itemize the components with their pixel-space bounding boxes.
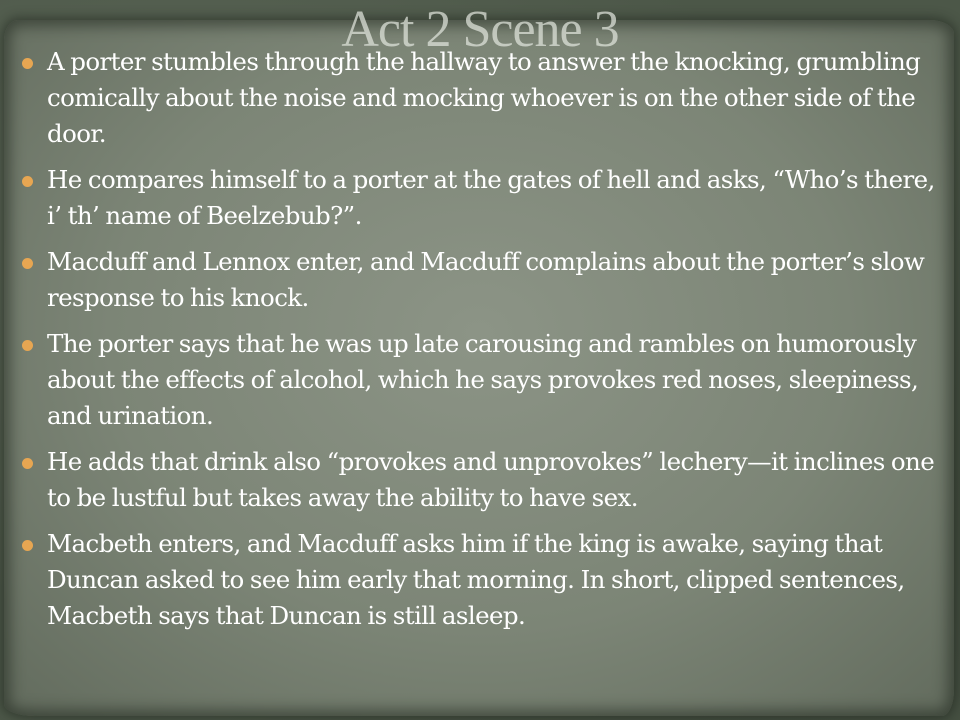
bullet-item (22, 326, 942, 434)
bullet-item (22, 526, 942, 634)
bullet-item (22, 44, 942, 152)
bullet-text: Macduff and Lennox enter, and Macduff complains about the porter’s slow response to his knock. (47, 247, 925, 312)
bullet-item (22, 162, 942, 234)
bullet-text: He adds that drink also “provokes and unprovokes” lechery—it inclines one to be lustful but takes away the ability to have sex. (47, 447, 935, 512)
bullet-text: Macbeth enters, and Macduff asks him if the king is awake, saying that Duncan asked to see him early that morning. In short, clipped sentences, Macbeth says that Duncan is still asleep. (47, 529, 905, 630)
slide-title: Act 2 Scene 3 (341, 1, 619, 58)
bullet-item (22, 244, 942, 316)
bullet-text: He compares himself to a porter at the gates of hell and asks, “Who’s there, i’ th’ name of Beelzebub?”. (47, 165, 935, 230)
bullet-text: The porter says that he was up late carousing and rambles on humorously about the effects of alcohol, which he says provokes red noses, sleepiness, and urination. (47, 329, 919, 430)
bullet-dot-icon (22, 58, 33, 69)
bullet-dot-icon (22, 540, 33, 551)
bullet-list (22, 44, 942, 644)
bullet-dot-icon (22, 258, 33, 269)
bullet-text: A porter stumbles through the hallway to answer the knocking, grumbling comically about the noise and mocking whoever is on the other side of the door. (47, 47, 921, 148)
bullet-dot-icon (22, 458, 33, 469)
bullet-dot-icon (22, 176, 33, 187)
bullet-dot-icon (22, 340, 33, 351)
bullet-item (22, 444, 942, 516)
